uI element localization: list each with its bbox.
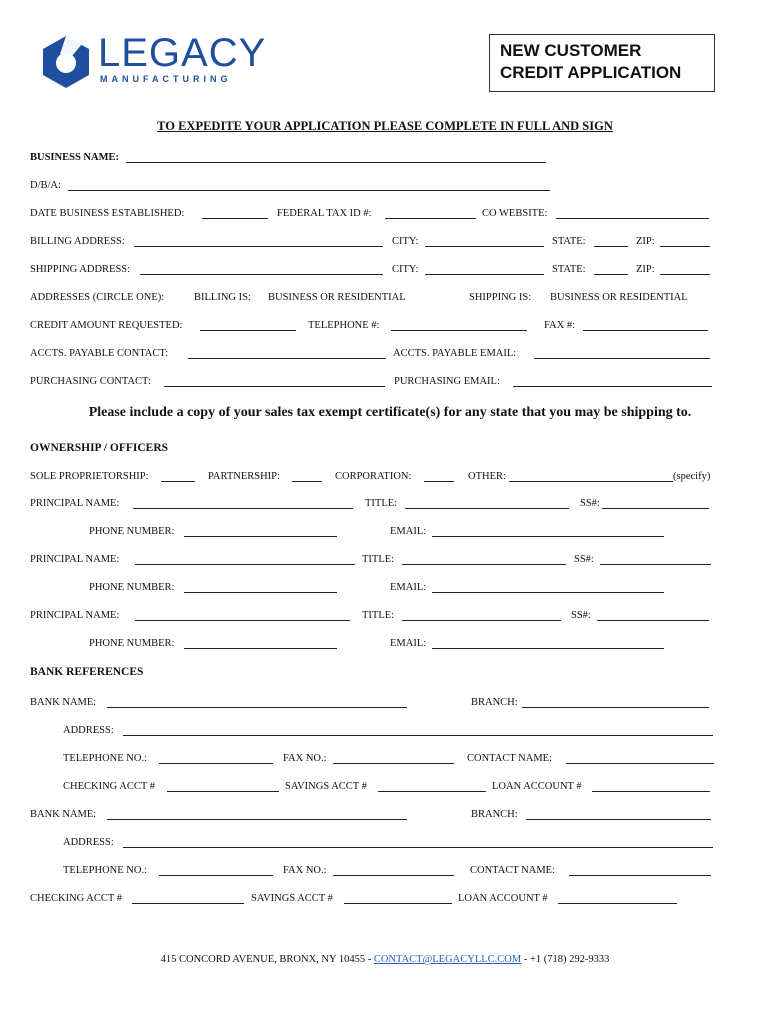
billing-state-field[interactable] (594, 246, 628, 247)
billing-city-field[interactable] (425, 246, 544, 247)
principal-1-phone-field[interactable] (184, 536, 337, 537)
shipping-city-label: CITY: (392, 264, 419, 275)
purchasing-contact-label: PURCHASING CONTACT: (30, 376, 151, 387)
bank-2-fax-label: FAX NO.: (283, 865, 327, 876)
telephone-field[interactable] (391, 330, 527, 331)
billing-zip-label: ZIP: (636, 236, 655, 247)
bank-2-checking-field[interactable] (132, 903, 244, 904)
bank-2-telephone-label: TELEPHONE NO.: (63, 865, 147, 876)
principal-2-email-field[interactable] (432, 592, 664, 593)
shipping-is-label: SHIPPING IS: (469, 292, 532, 303)
bank-2-address-field[interactable] (123, 847, 713, 848)
principal-2-name-label: PRINCIPAL NAME: (30, 554, 120, 565)
principal-2-ss-label: SS#: (574, 554, 594, 565)
principal-1-title-label: TITLE: (365, 498, 398, 509)
federal-tax-id-label: FEDERAL TAX ID #: (277, 208, 372, 219)
fax-field[interactable] (583, 330, 708, 331)
business-name-label: BUSINESS NAME: (30, 152, 119, 163)
bank-1-name-label: BANK NAME: (30, 697, 97, 708)
principal-3-name-field[interactable] (135, 620, 350, 621)
principal-3-email-label: EMAIL: (390, 638, 427, 649)
bank-2-name-field[interactable] (107, 819, 407, 820)
principal-2-phone-field[interactable] (184, 592, 337, 593)
ap-email-field[interactable] (534, 358, 710, 359)
footer-email-link[interactable]: CONTACT@LEGACYLLC.COM (373, 954, 522, 965)
bank-1-address-label: ADDRESS: (63, 725, 114, 736)
telephone-label: TELEPHONE #: (308, 320, 380, 331)
principal-3-phone-field[interactable] (184, 648, 337, 649)
bank-1-name-field[interactable] (107, 707, 407, 708)
bank-2-branch-field[interactable] (526, 819, 711, 820)
principal-1-phone-label: PHONE NUMBER: (89, 526, 175, 537)
bank-2-address-label: ADDRESS: (63, 837, 114, 848)
bank-2-contact-label: CONTACT NAME: (470, 865, 556, 876)
principal-3-name-label: PRINCIPAL NAME: (30, 610, 120, 621)
bank-1-checking-label: CHECKING ACCT # (63, 781, 155, 792)
shipping-state-field[interactable] (594, 274, 628, 275)
bank-2-loan-field[interactable] (558, 903, 677, 904)
billing-city-label: CITY: (392, 236, 419, 247)
ap-contact-field[interactable] (188, 358, 386, 359)
footer-address: 415 CONCORD AVENUE, BRONX, NY 10455 - (160, 954, 374, 965)
federal-tax-id-field[interactable] (385, 218, 476, 219)
shipping-state-label: STATE: (552, 264, 586, 275)
principal-3-title-label: TITLE: (362, 610, 395, 621)
partnership-label: PARTNERSHIP: (208, 471, 280, 482)
website-field[interactable] (556, 218, 709, 219)
hexagon-logo-icon (38, 34, 94, 90)
bank-1-branch-field[interactable] (522, 707, 709, 708)
shipping-address-label: SHIPPING ADDRESS: (30, 264, 131, 275)
principal-2-email-label: EMAIL: (390, 582, 427, 593)
bank-2-savings-field[interactable] (344, 903, 452, 904)
billing-address-label: BILLING ADDRESS: (30, 236, 125, 247)
bank-1-savings-label: SAVINGS ACCT # (285, 781, 367, 792)
bank-1-telephone-field[interactable] (159, 763, 273, 764)
purchasing-email-label: PURCHASING EMAIL: (394, 376, 500, 387)
bank-1-telephone-label: TELEPHONE NO.: (63, 753, 147, 764)
other-label: OTHER: (468, 471, 506, 482)
business-name-field[interactable] (126, 162, 546, 163)
bank-1-contact-label: CONTACT NAME: (467, 753, 553, 764)
bank-2-savings-label: SAVINGS ACCT # (251, 893, 333, 904)
date-established-label: DATE BUSINESS ESTABLISHED: (30, 208, 185, 219)
bank-2-telephone-field[interactable] (159, 875, 273, 876)
bank-references-heading: BANK REFERENCES (30, 666, 144, 678)
billing-is-label: BILLING IS: (194, 292, 251, 303)
partnership-field[interactable] (292, 481, 322, 482)
shipping-address-field[interactable] (140, 274, 383, 275)
date-established-field[interactable] (202, 218, 268, 219)
addresses-circle-label: ADDRESSES (CIRCLE ONE): (30, 292, 165, 303)
logo-tagline: MANUFACTURING (100, 74, 232, 84)
shipping-zip-label: ZIP: (636, 264, 655, 275)
bank-2-contact-field[interactable] (569, 875, 711, 876)
corporation-field[interactable] (424, 481, 454, 482)
dba-field[interactable] (68, 190, 550, 191)
purchasing-email-field[interactable] (513, 386, 712, 387)
bank-1-fax-field[interactable] (333, 763, 454, 764)
bank-1-address-field[interactable] (123, 735, 713, 736)
principal-1-ss-field[interactable] (602, 508, 709, 509)
principal-3-phone-label: PHONE NUMBER: (89, 638, 175, 649)
website-label: CO WEBSITE: (482, 208, 548, 219)
sole-proprietorship-field[interactable] (161, 481, 195, 482)
shipping-zip-field[interactable] (660, 274, 710, 275)
credit-amount-label: CREDIT AMOUNT REQUESTED: (30, 320, 183, 331)
credit-amount-field[interactable] (200, 330, 296, 331)
purchasing-contact-field[interactable] (164, 386, 385, 387)
principal-3-email-field[interactable] (432, 648, 664, 649)
ap-email-label: ACCTS. PAYABLE EMAIL: (393, 348, 517, 359)
dba-label: D/B/A: (30, 180, 61, 191)
bank-1-savings-field[interactable] (378, 791, 486, 792)
bank-2-fax-field[interactable] (333, 875, 454, 876)
principal-1-email-label: EMAIL: (390, 526, 427, 537)
bank-2-checking-label: CHECKING ACCT # (30, 893, 122, 904)
principal-1-name-field[interactable] (133, 508, 353, 509)
footer-contact (0, 954, 770, 965)
bank-1-loan-field[interactable] (592, 791, 710, 792)
sole-proprietorship-label: SOLE PROPRIETORSHIP: (30, 471, 149, 482)
bank-2-name-label: BANK NAME: (30, 809, 97, 820)
logo-wordmark: LEGACY (98, 31, 267, 75)
title-line-2: CREDIT APPLICATION (500, 63, 682, 82)
title-line-1: NEW CUSTOMER (500, 41, 642, 60)
footer-phone: - +1 (718) 292-9333 (521, 954, 610, 965)
principal-2-ss-field[interactable] (600, 564, 711, 565)
principal-3-ss-field[interactable] (597, 620, 709, 621)
other-field[interactable] (509, 481, 673, 482)
principal-2-title-label: TITLE: (362, 554, 395, 565)
principal-1-title-field[interactable] (405, 508, 569, 509)
company-logo (38, 31, 267, 90)
principal-2-title-field[interactable] (402, 564, 566, 565)
ap-contact-label: ACCTS. PAYABLE CONTACT: (30, 348, 169, 359)
bank-1-contact-field[interactable] (566, 763, 714, 764)
fax-label: FAX #: (544, 320, 576, 331)
billing-type-options[interactable]: BUSINESS OR RESIDENTIAL (268, 292, 406, 303)
principal-2-phone-label: PHONE NUMBER: (89, 582, 175, 593)
shipping-city-field[interactable] (425, 274, 544, 275)
bank-1-fax-label: FAX NO.: (283, 753, 327, 764)
corporation-label: CORPORATION: (335, 471, 412, 482)
principal-1-name-label: PRINCIPAL NAME: (30, 498, 120, 509)
bank-1-checking-field[interactable] (167, 791, 279, 792)
bank-1-branch-label: BRANCH: (471, 697, 518, 708)
principal-3-title-field[interactable] (402, 620, 561, 621)
principal-3-ss-label: SS#: (571, 610, 591, 621)
principal-1-ss-label: SS#: (580, 498, 600, 509)
bank-2-branch-label: BRANCH: (471, 809, 518, 820)
form-title-box (489, 34, 715, 92)
principal-2-name-field[interactable] (135, 564, 355, 565)
shipping-type-options[interactable]: BUSINESS OR RESIDENTIAL (550, 292, 688, 303)
billing-zip-field[interactable] (660, 246, 710, 247)
bank-2-loan-label: LOAN ACCOUNT # (458, 893, 548, 904)
bank-1-loan-label: LOAN ACCOUNT # (492, 781, 582, 792)
tax-exempt-note: Please include a copy of your sales tax exempt certificate(s) for any state that you may be shipping to. (88, 405, 692, 420)
ownership-heading: OWNERSHIP / OFFICERS (30, 442, 169, 454)
specify-label: (specify) (673, 471, 711, 482)
billing-state-label: STATE: (552, 236, 586, 247)
principal-1-email-field[interactable] (432, 536, 664, 537)
billing-address-field[interactable] (134, 246, 383, 247)
instruction-heading: TO EXPEDITE YOUR APPLICATION PLEASE COMPLETE IN FULL AND SIGN (157, 119, 613, 133)
